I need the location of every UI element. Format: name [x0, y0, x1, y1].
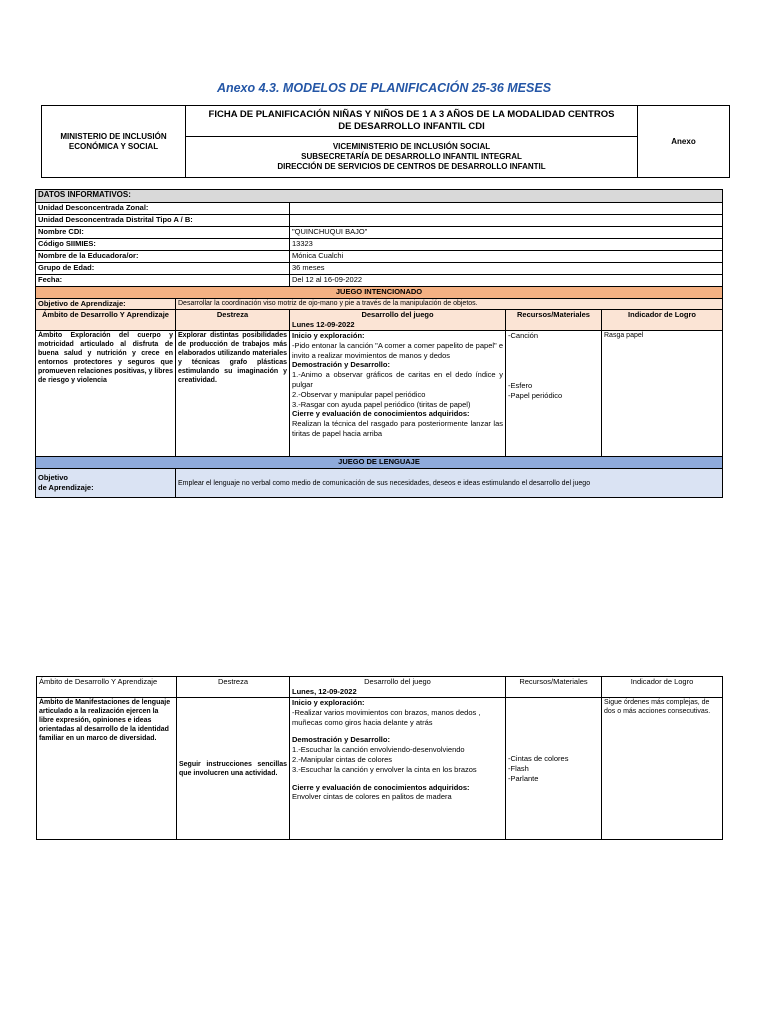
language-activity-table [36, 676, 723, 840]
info-value-cdi: "QUINCHUQUI BAJO" [290, 227, 723, 239]
vice-ministry: VICEMINISTERIO DE INCLUSIÓN SOCIAL [332, 142, 491, 151]
cierre-title: Cierre y evaluación de conocimientos adquiridos: [292, 409, 470, 419]
undersecretariat: SUBSECRETARÍA DE DESARROLLO INFANTIL INTEGRAL [301, 152, 522, 161]
col-desarrollo-label: Desarrollo del juego [361, 310, 434, 319]
info-value-educadora: Mónica Cualchi [290, 251, 723, 263]
inicio-text: -Pido entonar la canción "A comer a comer papelito de papel" e invito a realizar movimientos de manos y dedos [292, 340, 503, 360]
info-label-cdi: Nombre CDI: [36, 227, 290, 239]
col2-ambito: Ámbito de Desarrollo Y Aprendizaje [37, 677, 177, 698]
recurso-flash: -Flash [508, 763, 529, 773]
col2-recursos: Recursos/Materiales [506, 677, 602, 698]
info-label-educadora: Nombre de la Educadora/or: [36, 251, 290, 263]
demo2-title: Demostración y Desarrollo: [292, 735, 390, 745]
col-destreza: Destreza [176, 310, 290, 331]
direction: DIRECCIÓN DE SERVICIOS DE CENTROS DE DESARROLLO INFANTIL [277, 162, 546, 171]
inicio2-text: -Realizar varios movimientos con brazos, manos dedos , muñecas como giros hacia delante y atrás [292, 707, 481, 727]
ambito-text: Ámbito Exploración del cuerpo y motricidad articulado al disfruta de buena salud y nutrición y crece en entornos protectores y seguros que promueven relaciones positivas, y libres de riesgo y violencia [36, 331, 176, 457]
info-label-grupo: Grupo de Edad: [36, 263, 290, 275]
lenguaje-objective-label [36, 469, 176, 498]
indicador-text: Rasga papel [602, 331, 723, 457]
recurso-parlante: -Parlante [508, 773, 539, 783]
recursos2-cell [506, 698, 602, 840]
inicio2-title: Inicio y exploración: [292, 698, 365, 707]
header-institution [186, 137, 638, 178]
inicio-title: Inicio y exploración: [292, 331, 365, 340]
cierre2-text: Envolver cintas de colores en palitos de madera [292, 792, 452, 802]
annex-label: Anexo [638, 106, 730, 178]
col2-desarrollo [290, 677, 506, 698]
demo2-step-1: 1.-Escuchar la canción envolviendo-desenvolviendo [292, 745, 465, 755]
planning-table [35, 189, 723, 498]
info-heading: DATOS INFORMATIVOS: [36, 190, 723, 203]
ministry-name: MINISTERIO DE INCLUSIÓN ECONÓMICA Y SOCIAL [42, 106, 186, 178]
info-value-siimies: 13323 [290, 239, 723, 251]
demo2-step-3: 3.-Escuchar la canción y envolver la cinta en los brazos [292, 764, 477, 774]
demo-step-3: 3.-Rasgar con ayuda papel periódico (tiritas de papel) [292, 399, 471, 409]
form-title: FICHA DE PLANIFICACIÓN NIÑAS Y NIÑOS DE 1 A 3 AÑOS DE LA MODALIDAD CENTROS DE DESARROLLO INFANTIL CDI [186, 106, 638, 137]
desarrollo-cell [290, 331, 506, 457]
demo-step-2: 2.-Observar y manipular papel periódico [292, 389, 426, 399]
recursos-cell [506, 331, 602, 457]
recurso-esfero: -Esfero [508, 381, 533, 390]
juego-lenguaje-heading: JUEGO DE LENGUAJE [36, 457, 723, 469]
demo-title: Demostración y Desarrollo: [292, 360, 390, 370]
recurso-cancion: -Canción [508, 331, 539, 340]
col-desarrollo [290, 310, 506, 331]
info-value-distrital [290, 215, 723, 227]
demo-step-1: 1.-Animo a observar gráficos de caritas en el dedo índice y pulgar [292, 370, 503, 389]
indicador2-text: Sigue órdenes más complejas, de dos o más acciones consecutivas. [602, 698, 723, 840]
col-ambito: Ámbito de Desarrollo Y Aprendizaje [36, 310, 176, 331]
destreza-text: Explorar distintas posibilidades de producción de trabajos más elaborados utilizando materiales y técnicas grafo plásticas estimulando su imaginación y creatividad. [176, 331, 290, 457]
info-label-distrital: Unidad Desconcentrada Distrital Tipo A / B: [36, 215, 290, 227]
lenguaje-objective-label-2: de Aprendizaje: [38, 483, 94, 492]
recurso-cintas: -Cintas de colores [508, 753, 569, 763]
info-value-fecha: Del 12 al 16-09-2022 [290, 275, 723, 287]
header-table [41, 105, 730, 178]
info-value-grupo: 36 meses [290, 263, 723, 275]
col2-desarrollo-label: Desarrollo del juego [364, 677, 431, 686]
col2-indicador: Indicador de Logro [602, 677, 723, 698]
info-label-siimies: Código SIIMIES: [36, 239, 290, 251]
cierre-text: Realizan la técnica del rasgado para posteriormente lanzar las tiritas de papel hacia arriba [292, 419, 503, 438]
col-recursos: Recursos/Materiales [506, 310, 602, 331]
info-value-zonal [290, 203, 723, 215]
juego-intencionado-heading: JUEGO INTENCIONADO [36, 287, 723, 299]
annex-title: Anexo 4.3. MODELOS DE PLANIFICACIÓN 25-36 MESES [216, 81, 552, 95]
objective-text: Desarrollar la coordinación viso motriz de ojo-mano y pie a través de la manipulación de objetos. [176, 299, 723, 310]
ambito2-text: Ámbito de Manifestaciones de lenguaje articulado a la realización ejercen la libre expresión, opiniones e ideas orientadas al desarrollo de la identidad familiar en un marco de diversidad. [37, 698, 177, 840]
col2-destreza: Destreza [177, 677, 290, 698]
info-label-fecha: Fecha: [36, 275, 290, 287]
destreza2-text: Seguir instrucciones sencillas que involucren una actividad. [177, 698, 290, 840]
demo2-step-2: 2.-Manipular cintas de colores [292, 754, 393, 764]
objective-label: Objetivo de Aprendizaje: [36, 299, 176, 310]
col-date: Lunes 12-09-2022 [292, 320, 355, 329]
lenguaje-objective-label-1: Objetivo [38, 473, 69, 482]
lenguaje-objective-text: Emplear el lenguaje no verbal como medio de comunicación de sus necesidades, deseos e ideas estimulando el desarrollo del juego [176, 469, 723, 498]
col-indicador: Indicador de Logro [602, 310, 723, 331]
cierre2-title: Cierre y evaluación de conocimientos adquiridos: [292, 782, 470, 792]
info-label-zonal: Unidad Desconcentrada Zonal: [36, 203, 290, 215]
col2-date: Lunes, 12-09-2022 [292, 687, 357, 696]
desarrollo2-cell [290, 698, 506, 840]
recurso-papel: -Papel periódico [508, 391, 563, 400]
